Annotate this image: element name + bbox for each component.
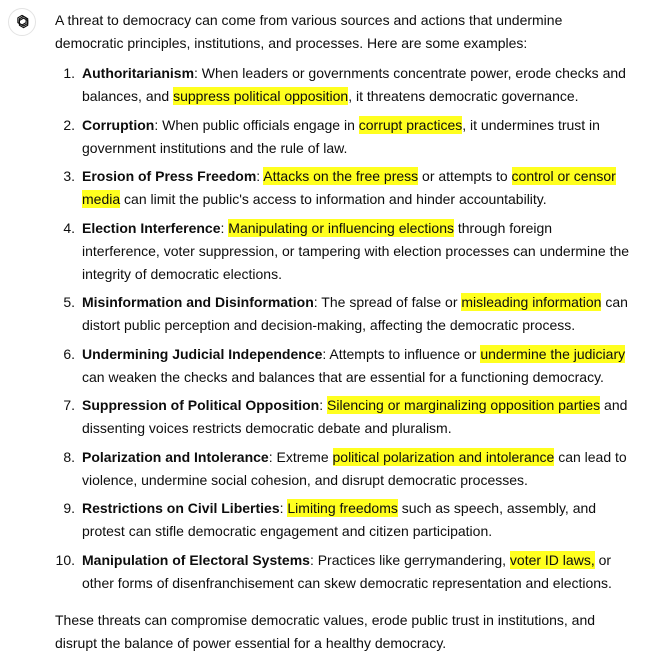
list-item-text: can lead to violence, undermine social cohesion, and disrupt democratic processes.	[82, 448, 627, 488]
list-item-text: , it undermines trust in government institutions and the rule of law.	[82, 116, 600, 156]
highlighted-phrase: misleading information	[461, 294, 602, 310]
list-item	[55, 497, 631, 543]
list-item-text: or attempts to	[418, 168, 512, 184]
list-item	[55, 549, 631, 595]
list-item	[55, 343, 631, 389]
list-item-number: 8.	[63, 448, 75, 465]
list-item-text: can weaken the checks and balances that are essential for a functioning democracy.	[82, 368, 604, 385]
highlighted-phrase: suppress political opposition	[173, 88, 349, 104]
list-item	[55, 291, 631, 337]
highlighted-phrase: political polarization and intolerance	[332, 448, 555, 465]
list-item	[55, 114, 631, 160]
list-item-term: Undermining Judicial Independence	[82, 345, 323, 362]
list-item-text: and dissenting voices restricts democratic debate and pluralism.	[82, 397, 628, 436]
list-item-text: can distort public perception and decision-making, affecting the democratic process.	[82, 294, 628, 333]
highlighted-phrase: Manipulating or influencing elections	[228, 219, 454, 236]
list-item-text: : Extreme	[268, 448, 333, 465]
list-item	[55, 165, 631, 211]
list-item-term: Restrictions on Civil Liberties	[82, 500, 280, 516]
list-item-text: :	[279, 500, 288, 516]
list-item-number: 1.	[63, 65, 75, 81]
list-item-text: :	[319, 397, 328, 413]
list-item	[55, 217, 631, 286]
assistant-message	[55, 9, 631, 655]
message-intro: A threat to democracy can come from various sources and actions that undermine democratic principles, institutions, and processes. Here are some examples:	[55, 12, 563, 51]
list-item-term: Misinformation and Disinformation	[82, 294, 314, 310]
highlighted-phrase: control or censor media	[82, 168, 616, 207]
list-item-text: : Attempts to influence or	[322, 345, 481, 362]
list-item-number: 2.	[63, 116, 75, 133]
list-item-term: Manipulation of Electoral Systems	[82, 551, 310, 568]
list-item	[55, 394, 631, 440]
list-item-text: :	[220, 219, 229, 236]
list-item-term: Election Interference	[82, 219, 221, 236]
list-item-term: Polarization and Intolerance	[82, 448, 269, 465]
list-item-number: 9.	[63, 500, 75, 516]
list-item-term: Suppression of Political Opposition	[82, 397, 320, 413]
list-item-text: through foreign interference, voter suppression, or tampering with election processes can undermine the integrity of democratic elections.	[82, 219, 630, 282]
highlighted-phrase: Limiting freedoms	[287, 500, 398, 516]
list-item-term: Erosion of Press Freedom	[82, 168, 257, 184]
highlighted-phrase: voter ID laws,	[509, 551, 595, 568]
list-item-number: 5.	[63, 294, 75, 310]
list-item-number: 4.	[63, 219, 75, 236]
list-item-term: Authoritarianism	[82, 65, 195, 81]
list-item-text: or other forms of disenfranchisement can skew democratic representation and elections.	[82, 551, 612, 591]
list-item-text: : The spread of false or	[313, 294, 462, 310]
list-item-term: Corruption	[82, 116, 155, 133]
list-item-text: , it threatens democratic governance.	[348, 88, 579, 104]
list-item-text: : When leaders or governments concentrate power, erode checks and balances, and	[82, 65, 626, 104]
highlighted-phrase: Silencing or marginalizing opposition parties	[327, 397, 601, 413]
list-item-text: : Practices like gerrymandering,	[309, 551, 510, 568]
list-item-number: 3.	[63, 168, 75, 184]
highlighted-phrase: undermine the judiciary	[480, 345, 626, 362]
list-item	[55, 62, 631, 108]
list-item-number: 10.	[55, 551, 75, 568]
list-item-text: :	[256, 168, 264, 184]
highlighted-phrase: corrupt practices	[358, 116, 463, 133]
list-item-text: such as speech, assembly, and protest can stifle democratic engagement and citizen participation.	[82, 500, 597, 539]
threat-list	[55, 62, 631, 595]
list-item-text: can limit the public's access to information and hinder accountability.	[120, 191, 547, 207]
list-item	[55, 446, 631, 492]
assistant-avatar	[8, 8, 36, 36]
list-item-number: 7.	[63, 397, 75, 413]
list-item-text: : When public officials engage in	[154, 116, 359, 133]
list-item-number: 6.	[63, 345, 75, 362]
highlighted-phrase: Attacks on the free press	[263, 168, 419, 184]
message-outro: These threats can compromise democratic values, erode public trust in institutions, and disrupt the balance of power essential for a healthy democracy.	[55, 611, 596, 651]
openai-logo-icon	[13, 13, 31, 31]
